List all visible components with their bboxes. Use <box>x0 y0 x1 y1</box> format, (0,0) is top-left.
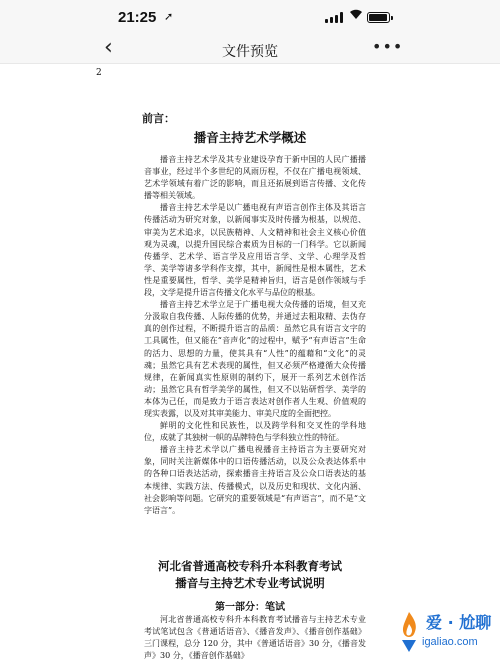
page-title: 文件预览 <box>222 44 278 60</box>
flame-logo-icon <box>398 610 420 654</box>
document-title: 播音主持艺术学概述 <box>193 130 307 145</box>
paragraph: 播音主持艺术学立足于广播电视大众传播的语境，但又充分汲取自我传播、人际传播的优势，并通过去粗取精、去伪存真的创作过程，不断提升语言的品质：虽然它具有语言文字的工具属性，但又能在“音声化”的过程中，赋予“有声语言”生命的活力、思想的力量，使其具有“人性”的蕴藉和“文化”的灵魂；虽然它具有艺术表现的属性，但又必须严格遵循大众传播规律，在新闻真实性原则的制约下，展开一系列艺术创作活动；虽然它具有哲学美学的属性，但又不以钻研哲学、美学的本体为己任，而是致力于语言表达对创作者人生观、价值观的现实表露，以及对其审美能力、审美尺度的全面把控。 <box>144 300 366 418</box>
chevron-left-icon[interactable]: ‹ <box>104 35 113 60</box>
wifi-icon <box>349 8 363 24</box>
section-heading: 第一部分：笔试 <box>215 602 285 613</box>
paragraph: 播音主持艺术学以广播电视播音主持语言为主要研究对象，同时关注新媒体中的口语传播活动，以及公众表达体系中的各种口语表达活动，探索播音主持语言及公众口语表达的基本规律、实践方法、传播模式，以及历史和现状、文化内涵、社会影响等问题。它研究的重要领域是“有声语言”，而不是“文字语言”。 <box>144 445 366 515</box>
location-arrow-icon: ➚ <box>164 10 174 23</box>
document-page[interactable] <box>88 64 412 667</box>
battery-level <box>369 14 387 21</box>
exam-title-line-1: 河北省普通高校专科升本科教育考试 <box>158 559 342 573</box>
exam-title <box>88 558 412 592</box>
paragraph: 播音主持艺术学及其专业建设孕育于新中国的人民广播播音事业，经过半个多世纪的风雨历程，不仅在广播电视领域、艺术学领域有着广泛的影响，而且还拓展到语言传播、文化传播等相关领域。 <box>144 155 366 201</box>
status-bar <box>0 0 500 34</box>
paragraph: 鲜明的文化性和民族性，以及跨学科和交叉性的学科地位，成就了其独树一帜的品牌特色与学科独立性的特征。 <box>144 421 366 443</box>
document-body <box>144 154 366 517</box>
paragraph: 河北省普通高校专科升本科教育考试播音与主持艺术专业考试笔试包含《普通话语音》、《播音发声》、《播音创作基础》三门课程，总分 120 分，其中《普通话语音》30 分，《播音发声》30 分，《播音创作基础》 <box>144 615 366 661</box>
status-time: 21:25 <box>118 9 157 26</box>
watermark <box>398 606 498 662</box>
section-body <box>144 614 366 662</box>
cellular-signal-icon <box>325 12 343 23</box>
watermark-name: 爱 · 尬聊 <box>426 613 492 632</box>
more-icon[interactable]: ••• <box>372 37 404 56</box>
battery-icon <box>367 12 390 23</box>
preface-heading: 前言： <box>142 112 175 125</box>
nav-bar <box>0 34 500 64</box>
paragraph: 播音主持艺术学是以广播电视有声语言创作主体及其语言传播活动为研究对象，以新闻事实及时传播为根基，以规范、审美为艺术追求，以民族精神、人文精神和社会主义核心价值观为灵魂，以提升国民综合素质为目标的一门科学。它以新闻传播学、艺术学、语言学及应用语言学、文学、心理学及哲学、美学等诸多学科作支撑，其中，新闻性是根本属性，艺术性是重要属性，哲学、美学是精神旨归，语言是创作领域与手段，文学是提升语言传播文化水平与品位的根基。 <box>144 203 366 298</box>
exam-title-line-2: 播音与主持艺术专业考试说明 <box>175 576 325 590</box>
watermark-url: igaliao.com <box>422 636 478 648</box>
page-number: 2 <box>96 68 102 78</box>
